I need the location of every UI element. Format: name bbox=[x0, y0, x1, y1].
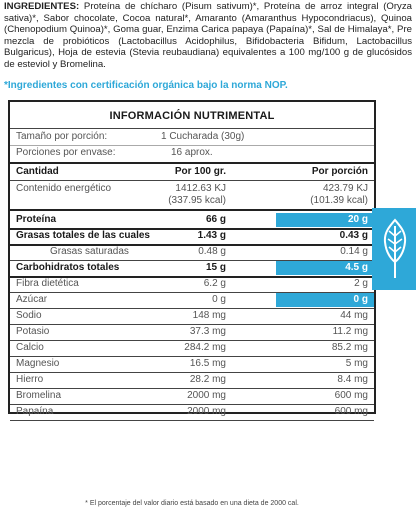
nutrient-per100: 15 g bbox=[205, 262, 226, 273]
nutrient-per100: 0 g bbox=[212, 294, 226, 305]
serving-size-label: Tamaño por porción: bbox=[16, 131, 108, 142]
nutrient-name: Fibra dietética bbox=[16, 278, 79, 289]
nutrient-per-serving: 44 mg bbox=[340, 310, 368, 321]
nutrient-per-serving: 85.2 mg bbox=[331, 342, 368, 353]
nutrient-per100: 148 mg bbox=[192, 310, 226, 321]
ingredients-body: Proteína de chícharo (Pisum sativum)*, Proteína de arroz integral (Oryza sativa)*, Sabor chocolate, Cocoa natural*, Amaranto (Amaranthus Hypocondriacus), Quinoa (Chenopodium Quinoa)*, Goma guar, Enzima Carica papaya (Papaína)*, Sal de Himalaya*, Pre mezcla de probióticos (Lactobacillus Acidophilus, Bifidobacteria Bifidum, Lactobacillus Bulgaricus), Hoja de estevia (Stevia reubaudiana) equivalentes a 100 mg/100 g de glucósidos de esteviol y Bromelina. bbox=[4, 1, 412, 70]
nutrient-name: Proteína bbox=[16, 214, 57, 225]
nutrient-per-serving: 11.2 mg bbox=[332, 326, 368, 337]
nutrient-per-serving: 8.4 mg bbox=[337, 374, 368, 385]
nutrient-name: Azúcar bbox=[16, 294, 48, 305]
nutrient-per-serving: 4.5 g bbox=[345, 262, 368, 273]
serving-size-value: 1 Cucharada (30g) bbox=[161, 131, 245, 142]
divider bbox=[10, 308, 374, 309]
nutrient-per100: 16.5 mg bbox=[189, 358, 226, 369]
divider bbox=[10, 145, 374, 146]
nutrition-panel bbox=[8, 100, 376, 507]
divider bbox=[10, 372, 374, 373]
divider bbox=[10, 356, 374, 357]
nutrient-name: Sodio bbox=[16, 310, 42, 321]
nutrient-per-serving: 0 g bbox=[353, 294, 368, 305]
nutrient-per100: 6.2 g bbox=[203, 278, 226, 289]
nutrient-per100: 2000 mg bbox=[187, 406, 226, 417]
divider bbox=[10, 404, 374, 405]
servings-label: Porciones por envase: bbox=[16, 147, 116, 158]
nutrient-per-serving: 0.43 g bbox=[339, 230, 368, 241]
nutrient-name: Carbohidratos totales bbox=[16, 262, 120, 273]
leaf-icon bbox=[382, 218, 408, 280]
nutrient-name: Papaína bbox=[16, 406, 54, 417]
nutrient-name: Grasas saturadas bbox=[50, 246, 129, 257]
header-name: Cantidad bbox=[16, 166, 59, 177]
nutrient-name: Potasio bbox=[16, 326, 50, 337]
nutrient-per-serving: 600 mg bbox=[334, 390, 368, 401]
nutrient-name: Grasas totales de las cuales bbox=[16, 230, 150, 241]
divider bbox=[10, 128, 374, 129]
nutrient-name: Bromelina bbox=[16, 390, 62, 401]
divider bbox=[10, 340, 374, 341]
divider bbox=[10, 420, 374, 421]
header-per-serving: Por porción bbox=[311, 166, 368, 177]
energy-name: Contenido energético bbox=[16, 183, 112, 194]
energy-serv-kcal: (101.39 kcal) bbox=[310, 195, 368, 206]
nutrient-per100: 0.48 g bbox=[198, 246, 226, 257]
panel-footer: * El porcentaje del valor diario está basado en una dieta de 2000 cal. bbox=[85, 500, 299, 507]
nutrient-name: Hierro bbox=[16, 374, 44, 385]
header-per100: Por 100 gr. bbox=[174, 166, 226, 177]
nutrient-per100: 2000 mg bbox=[187, 390, 226, 401]
energy-serv-kj: 423.79 KJ bbox=[322, 183, 368, 194]
nutrient-per-serving: 0.14 g bbox=[340, 246, 368, 257]
divider bbox=[10, 209, 374, 211]
divider bbox=[10, 162, 374, 164]
divider bbox=[10, 324, 374, 325]
ingredients-label: INGREDIENTES: bbox=[4, 1, 80, 12]
energy-per100-kj: 1412.63 KJ bbox=[175, 183, 226, 194]
panel-title: INFORMACIÓN NUTRIMENTAL bbox=[109, 110, 275, 122]
nutrient-per100: 37.3 mg bbox=[189, 326, 226, 337]
nutrient-per100: 284.2 mg bbox=[184, 342, 226, 353]
nutrient-per100: 28.2 mg bbox=[189, 374, 226, 385]
nutrient-name: Calcio bbox=[16, 342, 44, 353]
divider bbox=[10, 388, 374, 389]
nutrient-per100: 66 g bbox=[205, 214, 226, 225]
divider bbox=[10, 180, 374, 181]
servings-value: 16 aprox. bbox=[171, 147, 213, 158]
organic-note: *Ingredientes con certificación orgánica bajo la norma NOP. bbox=[4, 80, 288, 91]
nutrient-per-serving: 5 mg bbox=[345, 358, 368, 369]
nutrient-per-serving: 20 g bbox=[347, 214, 368, 225]
nutrient-per-serving: 2 g bbox=[354, 278, 368, 289]
ingredients-text bbox=[4, 1, 412, 71]
nutrient-per-serving: 600 mg bbox=[334, 406, 368, 417]
nutrient-name: Magnesio bbox=[16, 358, 60, 369]
energy-per100-kcal: (337.95 kcal) bbox=[168, 195, 226, 206]
nutrient-per100: 1.43 g bbox=[197, 230, 226, 241]
